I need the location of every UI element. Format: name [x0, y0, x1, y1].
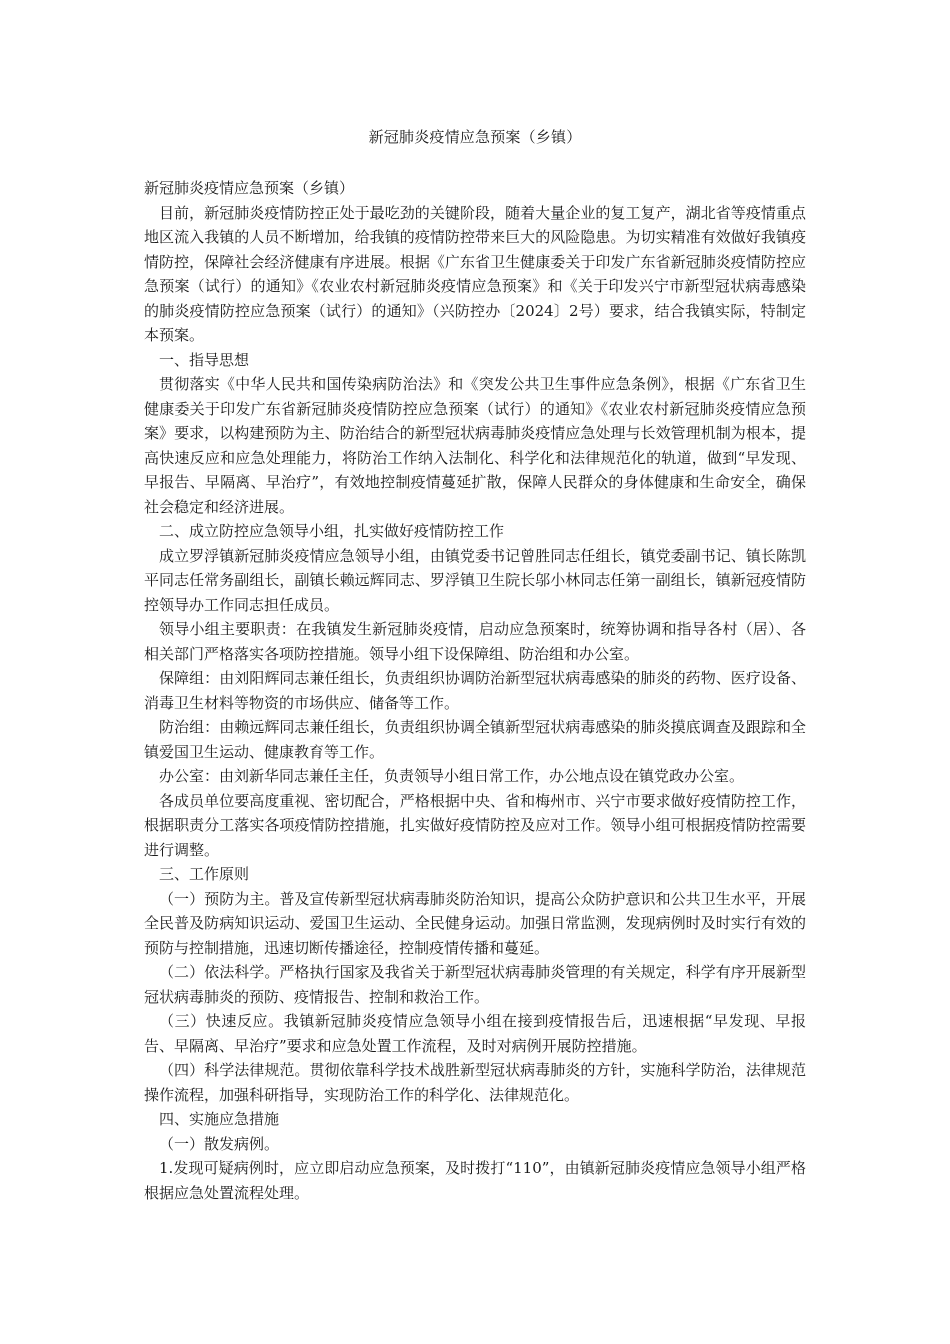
document-body: [144, 176, 806, 1205]
section-heading: 一、指导思想: [159, 350, 250, 369]
body-paragraph: 目前，新冠肺炎疫情防控正处于最吃劲的关键阶段，随着大量企业的复工复产，湖北省等疫情重点地区流入我镇的人员不断增加，给我镇的疫情防控带来巨大的风险隐患。为切实精准有效做好我镇疫情防控，保障社会经济健康有序进展。根据《广东省卫生健康委关于印发广东省新冠肺炎疫情防控应急预案（试行）的通知》《农业农村新冠肺炎疫情应急预案》和《关于印发兴宁市新型冠状病毒感染的肺炎疫情防控应急预案（试行）的通知》（兴防控办〔2024〕2号）要求，结合我镇实际，特制定本预案。: [144, 203, 806, 344]
body-paragraph: （二）依法科学。严格执行国家及我省关于新型冠状病毒肺炎管理的有关规定，科学有序开展新型冠状病毒肺炎的预防、疫情报告、控制和救治工作。: [144, 963, 806, 1006]
body-paragraph: 保障组：由刘阳辉同志兼任组长，负责组织协调防治新型冠状病毒感染的肺炎的药物、医疗设备、消毒卫生材料等物资的市场供应、储备等工作。: [144, 669, 806, 712]
body-paragraph: （四）科学法律规范。贯彻依靠科学技术战胜新型冠状病毒肺炎的方针，实施科学防治，法律规范操作流程，加强科研指导，实现防治工作的科学化、法律规范化。: [144, 1061, 806, 1104]
body-paragraph: 1.发现可疑病例时，应立即启动应急预案，及时拨打“110”，由镇新冠肺炎疫情应急领导小组严格根据应急处置流程处理。: [144, 1159, 806, 1202]
body-paragraph: （一）散发病例。: [159, 1134, 280, 1153]
body-paragraph: （一）预防为主。普及宣传新型冠状病毒肺炎防治知识，提高公众防护意识和公共卫生水平，开展全民普及防病知识运动、爱国卫生运动、全民健身运动。加强日常监测，发现病例时及时实行有效的预防与控制措施，迅速切断传播途径，控制疫情传播和蔓延。: [144, 889, 806, 957]
body-paragraph: 成立罗浮镇新冠肺炎疫情应急领导小组，由镇党委书记曾胜同志任组长，镇党委副书记、镇长陈凯平同志任常务副组长，副镇长赖远辉同志、罗浮镇卫生院长邬小林同志任第一副组长，镇新冠疫情防控领导办工作同志担任成员。: [144, 546, 806, 614]
body-paragraph: 办公室：由刘新华同志兼任主任，负责领导小组日常工作，办公地点设在镇党政办公室。: [159, 767, 745, 785]
body-paragraph: 领导小组主要职责：在我镇发生新冠肺炎疫情，启动应急预案时，统筹协调和指导各村（居）、各相关部门严格落实各项防控措施。领导小组下设保障组、防治组和办公室。: [144, 620, 806, 663]
section-heading: 二、成立防控应急领导小组，扎实做好疫情防控工作: [159, 522, 505, 540]
body-paragraph: 新冠肺炎疫情应急预案（乡镇）: [144, 179, 355, 197]
body-paragraph: 防治组：由赖远辉同志兼任组长，负责组织协调全镇新型冠状病毒感染的肺炎摸底调查及跟踪和全镇爱国卫生运动、健康教育等工作。: [144, 718, 806, 761]
section-heading: 三、工作原则: [159, 865, 250, 883]
body-paragraph: 贯彻落实《中华人民共和国传染病防治法》和《突发公共卫生事件应急条例》，根据《广东省卫生健康委关于印发广东省新冠肺炎疫情防控应急预案（试行）的通知》《农业农村新冠肺炎疫情应急预案》要求，以构建预防为主、防治结合的新型冠状病毒肺炎疫情应急处理与长效管理机制为根本，提高快速反应和应急处理能力，将防治工作纳入法制化、科学化和法律规范化的轨道，做到“早发现、早报告、早隔离、早治疗”，有效地控制疫情蔓延扩散，保障人民群众的身体健康和生命安全，确保社会稳定和经济进展。: [144, 375, 806, 516]
body-paragraph: （三）快速反应。我镇新冠肺炎疫情应急领导小组在接到疫情报告后，迅速根据“早发现、早报告、早隔离、早治疗”要求和应急处置工作流程，及时对病例开展防控措施。: [144, 1012, 806, 1055]
body-paragraph: 各成员单位要高度重视、密切配合，严格根据中央、省和梅州市、兴宁市要求做好疫情防控工作，根据职责分工落实各项疫情防控措施，扎实做好疫情防控及应对工作。领导小组可根据疫情防控需要进行调整。: [144, 791, 806, 859]
section-heading: 四、实施应急措施: [159, 1110, 280, 1128]
document-title: 新冠肺炎疫情应急预案（乡镇）: [368, 128, 582, 146]
